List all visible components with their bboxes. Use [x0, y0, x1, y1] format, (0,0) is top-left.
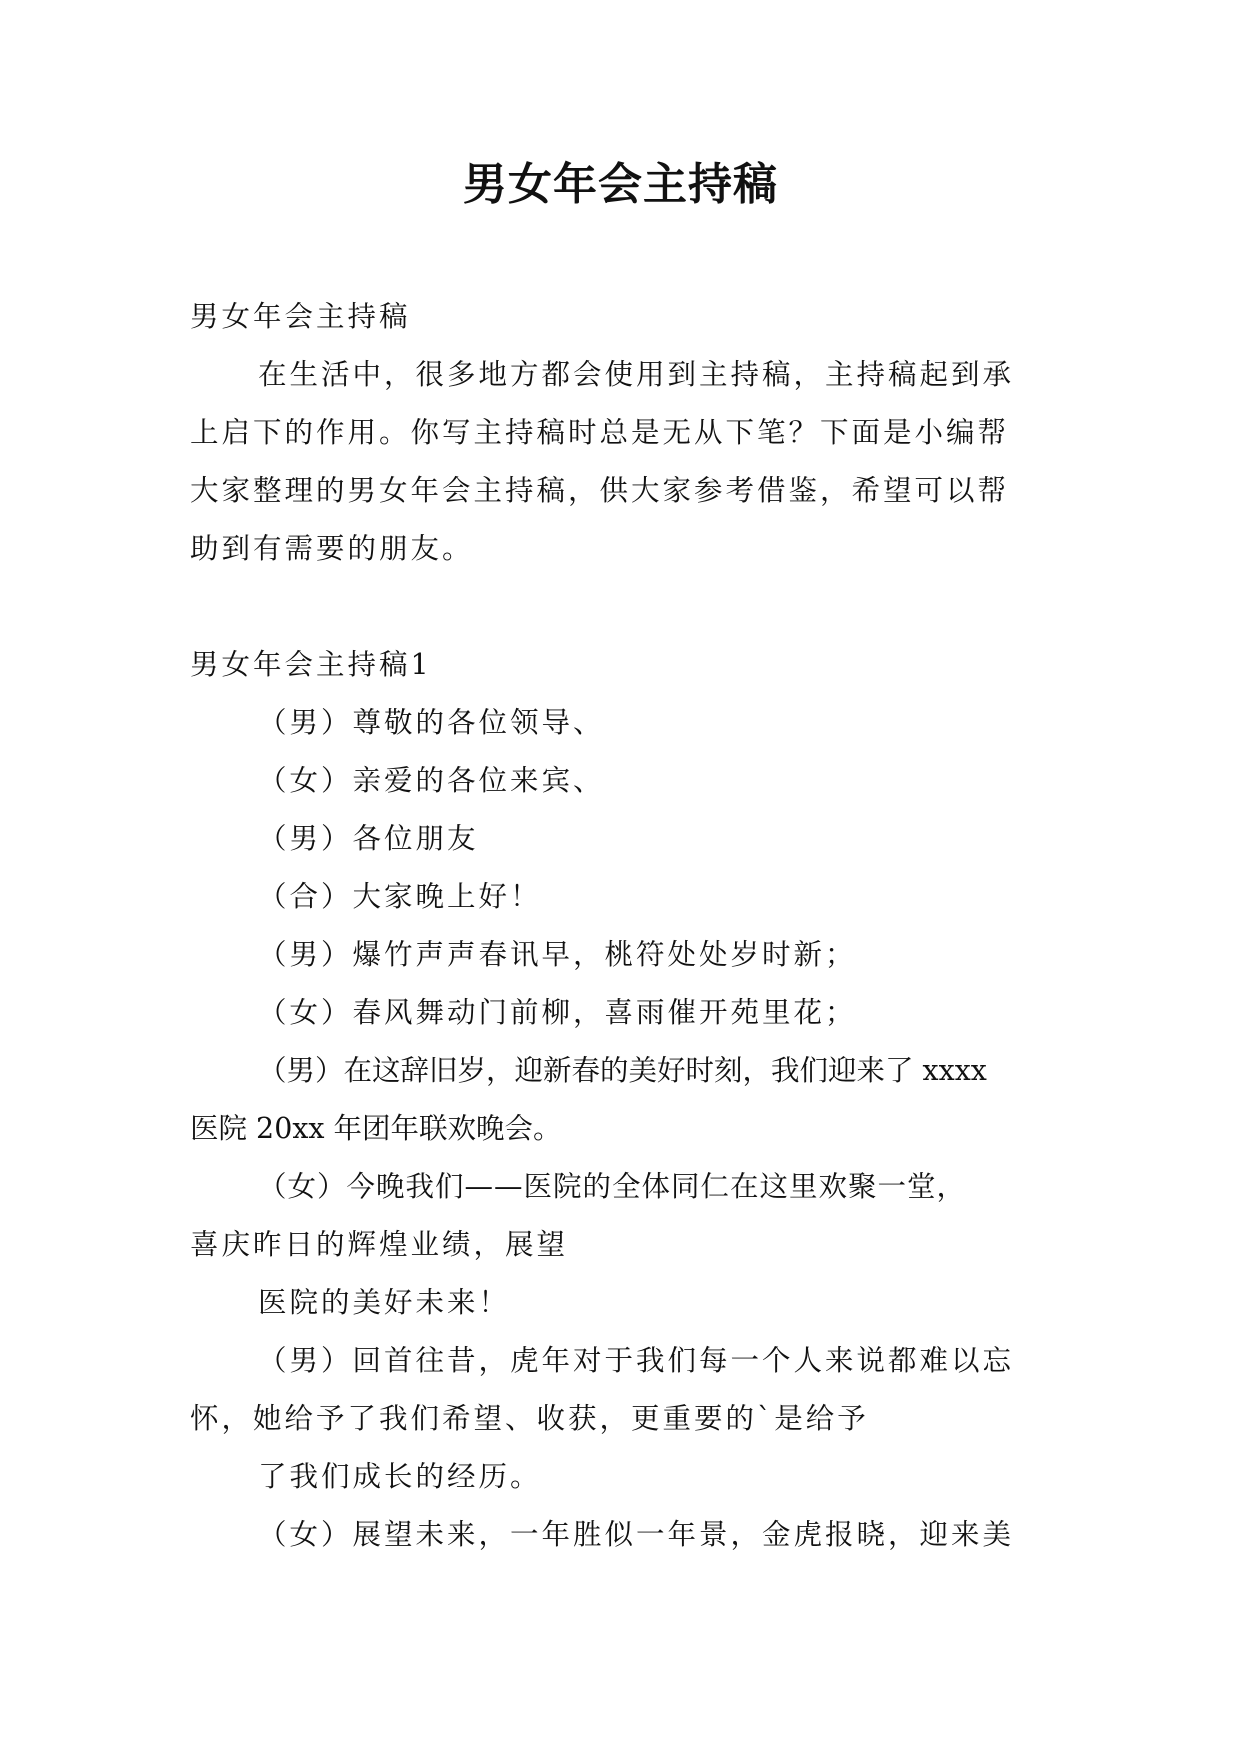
intro-line: 上启下的作用。你写主持稿时总是无从下笔？下面是小编帮 — [190, 416, 1010, 449]
script-line: 医院的美好未来！ — [258, 1286, 511, 1319]
script-line: （女）亲爱的各位来宾、 — [258, 764, 605, 797]
script-line: 医院 20xx 年团年联欢晚会。 — [190, 1112, 562, 1145]
paragraph-gap — [190, 578, 1052, 636]
script-line: 喜庆昨日的辉煌业绩，展望 — [190, 1228, 569, 1261]
script-line: （男）各位朋友 — [258, 822, 479, 855]
intro-line: 在生活中，很多地方都会使用到主持稿，主持稿起到承 — [258, 358, 1015, 391]
intro-line: 大家整理的男女年会主持稿，供大家参考借鉴，希望可以帮 — [190, 474, 1010, 507]
script-line: （女）展望未来，一年胜似一年景，金虎报晓，迎来美 — [258, 1518, 1015, 1551]
script-line: （男）在这辞旧岁，迎新春的美好时刻，我们迎来了 xxxx — [258, 1054, 987, 1087]
script-line: 了我们成长的经历。 — [258, 1460, 542, 1493]
script-line: （男）尊敬的各位领导、 — [258, 706, 605, 739]
intro-line: 助到有需要的朋友。 — [190, 532, 474, 565]
script-line: （女）今晚我们——医院的全体同仁在这里欢聚一堂， — [258, 1170, 967, 1203]
script-line: （合）大家晚上好！ — [258, 880, 542, 913]
script-line: （女）春风舞动门前柳，喜雨催开苑里花； — [258, 996, 857, 1029]
document-body — [190, 288, 1052, 1564]
script-line: （男）回首往昔，虎年对于我们每一个人来说都难以忘 — [258, 1344, 1015, 1377]
script-line: （男）爆竹声声春讯早，桃符处处岁时新； — [258, 938, 857, 971]
section-heading: 男女年会主持稿1 — [190, 648, 432, 681]
document-subtitle: 男女年会主持稿 — [190, 300, 411, 333]
document-title: 男女年会主持稿 — [463, 159, 778, 210]
script-line: 怀，她给予了我们希望、收获，更重要的`是给予 — [190, 1402, 869, 1435]
